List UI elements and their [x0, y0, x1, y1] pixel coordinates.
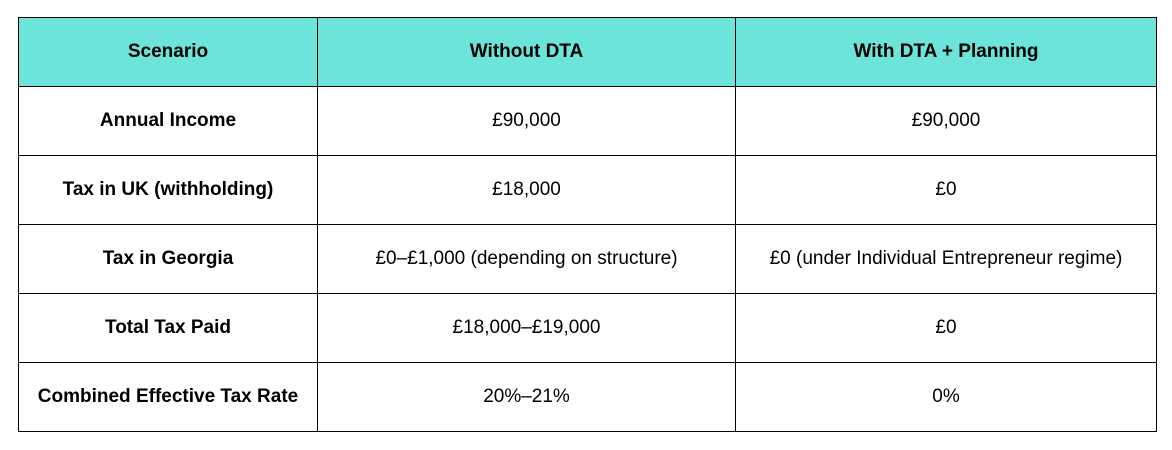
tax-comparison-table-container	[18, 17, 1156, 432]
cell-with-dta: £90,000	[736, 87, 1157, 156]
table-row	[19, 156, 1157, 225]
row-label-combined-effective-tax-rate: Combined Effective Tax Rate	[19, 363, 318, 432]
cell-without-dta: £18,000	[318, 156, 736, 225]
table-row	[19, 294, 1157, 363]
cell-with-dta: 0%	[736, 363, 1157, 432]
cell-with-dta: £0	[736, 294, 1157, 363]
header-scenario: Scenario	[19, 18, 318, 87]
cell-without-dta: £0–£1,000 (depending on structure)	[318, 225, 736, 294]
row-label-total-tax-paid: Total Tax Paid	[19, 294, 318, 363]
tax-comparison-table	[18, 17, 1157, 432]
table-row	[19, 225, 1157, 294]
cell-with-dta: £0 (under Individual Entrepreneur regime)	[736, 225, 1157, 294]
table-row	[19, 363, 1157, 432]
cell-without-dta: £90,000	[318, 87, 736, 156]
row-label-annual-income: Annual Income	[19, 87, 318, 156]
table-header-row	[19, 18, 1157, 87]
header-with-dta-planning: With DTA + Planning	[736, 18, 1157, 87]
row-label-tax-in-georgia: Tax in Georgia	[19, 225, 318, 294]
row-label-tax-in-uk: Tax in UK (withholding)	[19, 156, 318, 225]
cell-without-dta: £18,000–£19,000	[318, 294, 736, 363]
table-row	[19, 87, 1157, 156]
cell-with-dta: £0	[736, 156, 1157, 225]
cell-without-dta: 20%–21%	[318, 363, 736, 432]
header-without-dta: Without DTA	[318, 18, 736, 87]
